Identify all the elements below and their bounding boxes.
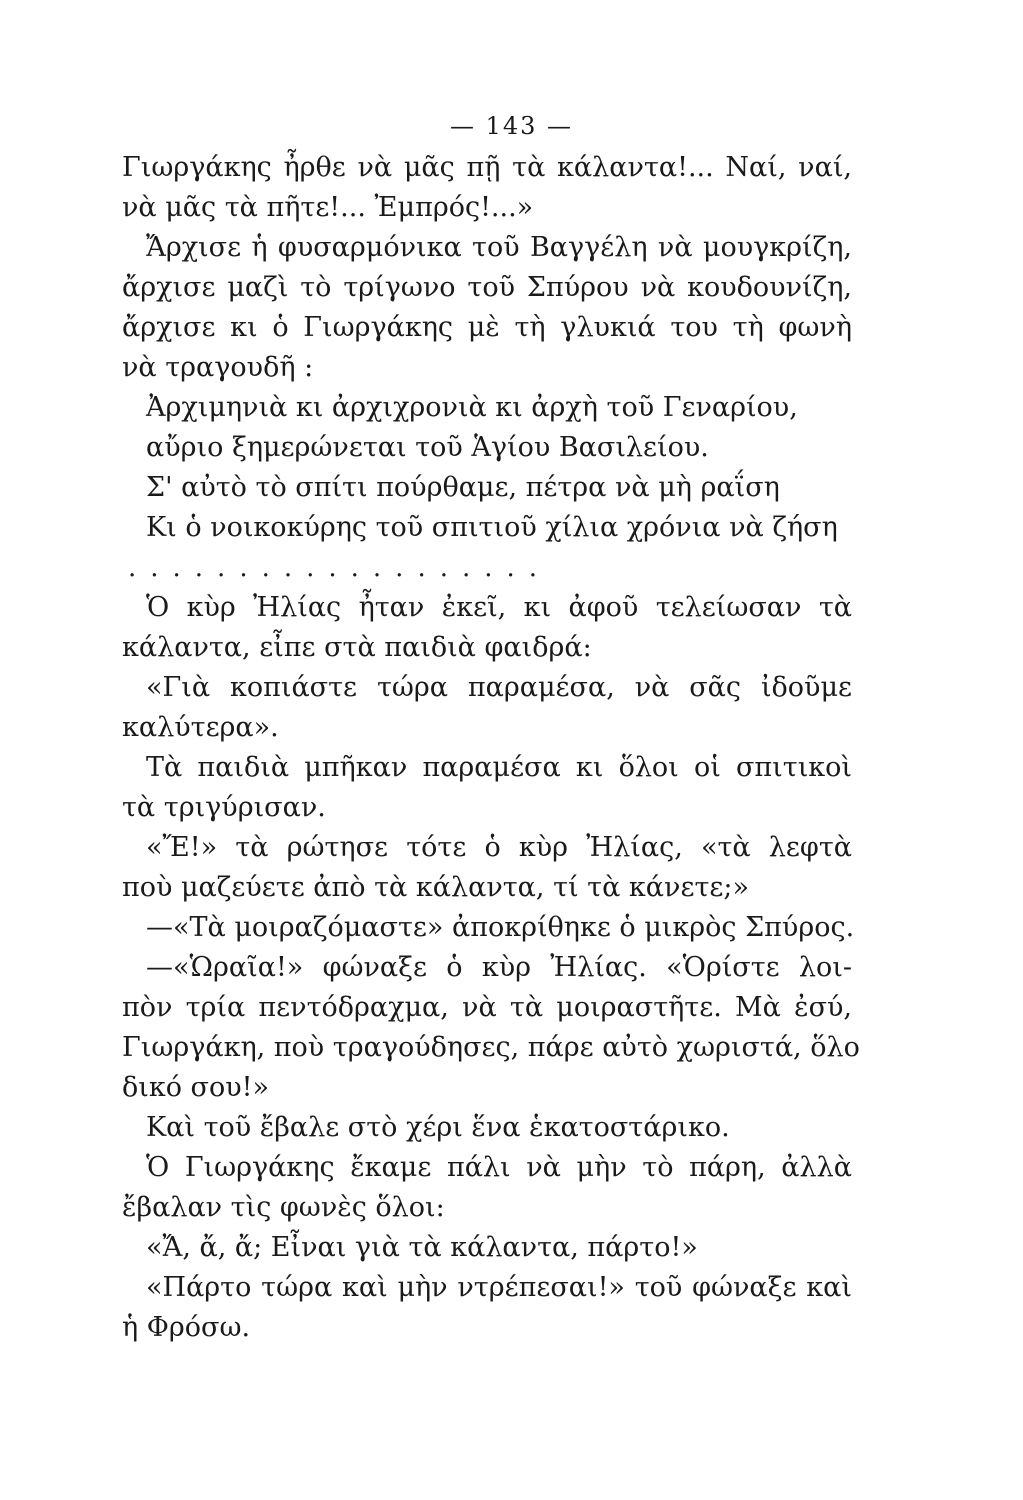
text-line: Τὰ παιδιὰ μπῆκαν παραμέσα κι ὅλοι οἱ σπιτικοὶ <box>146 752 852 783</box>
text-line: «Ἔ!» τὰ ρώτησε τότε ὁ κὺρ Ἠλίας, «τὰ λεφτὰ <box>146 832 852 863</box>
text-line: ἄρχισε μαζὶ τὸ τρίγωνο τοῦ Σπύρου νὰ κουδουνίζη, <box>122 272 852 303</box>
page-number: — 143 — <box>449 112 574 140</box>
text-line: Γιωργάκης ἦρθε νὰ μᾶς πῇ τὰ κάλαντα!... Ναί, ναί, <box>122 152 852 183</box>
poem-line: αὔριο ξημερώνεται τοῦ Ἁγίου Βασιλείου. <box>146 432 709 463</box>
text-line: νὰ μᾶς τὰ πῆτε!... Ἐμπρός!...» <box>122 192 534 223</box>
text-line: Γιωργάκη, ποὺ τραγούδησες, πάρε αὐτὸ χωριστά, ὅλο <box>122 1032 860 1063</box>
text-line: ἡ Φρόσω. <box>122 1312 251 1343</box>
text-line: —«Τὰ μοιραζόμαστε» ἀποκρίθηκε ὁ μικρὸς Σπύρος. <box>146 912 855 943</box>
text-line: «Πάρτο τώρα καὶ μὴν ντρέπεσαι!» τοῦ φώναξε καὶ <box>146 1272 852 1303</box>
text-line: Καὶ τοῦ ἔβαλε στὸ χέρι ἕνα ἑκατοστάρικο. <box>146 1112 730 1143</box>
ellipsis-row: ................... <box>128 553 552 583</box>
text-line: πὸν τρία πεντόδραχμα, νὰ τὰ μοιραστῆτε. Μὰ ἐσύ, <box>122 992 852 1023</box>
body-text <box>122 148 860 1348</box>
text-line: ποὺ μαζεύετε ἀπὸ τὰ κάλαντα, τί τὰ κάνετε;» <box>122 872 749 903</box>
text-line: κάλαντα, εἶπε στὰ παιδιὰ φαιδρά: <box>122 632 592 663</box>
text-line: —«Ὡραῖα!» φώναξε ὁ κὺρ Ἠλίας. «Ὁρίστε λοι- <box>146 952 852 983</box>
text-line: δικό σου!» <box>122 1072 270 1103</box>
text-line: Ὁ κὺρ Ἠλίας ἦταν ἐκεῖ, κι ἀφοῦ τελείωσαν τὰ <box>146 592 852 623</box>
poem-line: Ἀρχιμηνιὰ κι ἀρχιχρονιὰ κι ἀρχὴ τοῦ Γεναρίου, <box>146 392 798 423</box>
text-line: καλύτερα». <box>122 712 279 743</box>
text-line: ἄρχισε κι ὁ Γιωργάκης μὲ τὴ γλυκιά του τὴ φωνὴ <box>122 312 852 343</box>
text-line: Ἄρχισε ἡ φυσαρμόνικα τοῦ Βαγγέλη νὰ μουγκρίζη, <box>146 232 852 263</box>
text-line: «Γιὰ κοπιάστε τώρα παραμέσα, νὰ σᾶς ἰδοῦμε <box>146 672 852 703</box>
text-line: Ὁ Γιωργάκης ἔκαμε πάλι νὰ μὴν τὸ πάρη, ἀλλὰ <box>146 1152 852 1183</box>
text-line: ἔβαλαν τὶς φωνὲς ὅλοι: <box>122 1192 445 1223</box>
poem-line: Κι ὁ νοικοκύρης τοῦ σπιτιοῦ χίλια χρόνια νὰ ζήση <box>146 512 838 543</box>
text-line: τὰ τριγύρισαν. <box>122 792 326 823</box>
text-line: «Ἄ, ἄ, ἄ; Εἶναι γιὰ τὰ κάλαντα, πάρτο!» <box>146 1232 698 1263</box>
text-line: νὰ τραγουδῆ : <box>122 352 314 383</box>
poem-line: Σ' αὐτὸ τὸ σπίτι πούρθαμε, πέτρα νὰ μὴ ραΐση <box>146 472 780 503</box>
